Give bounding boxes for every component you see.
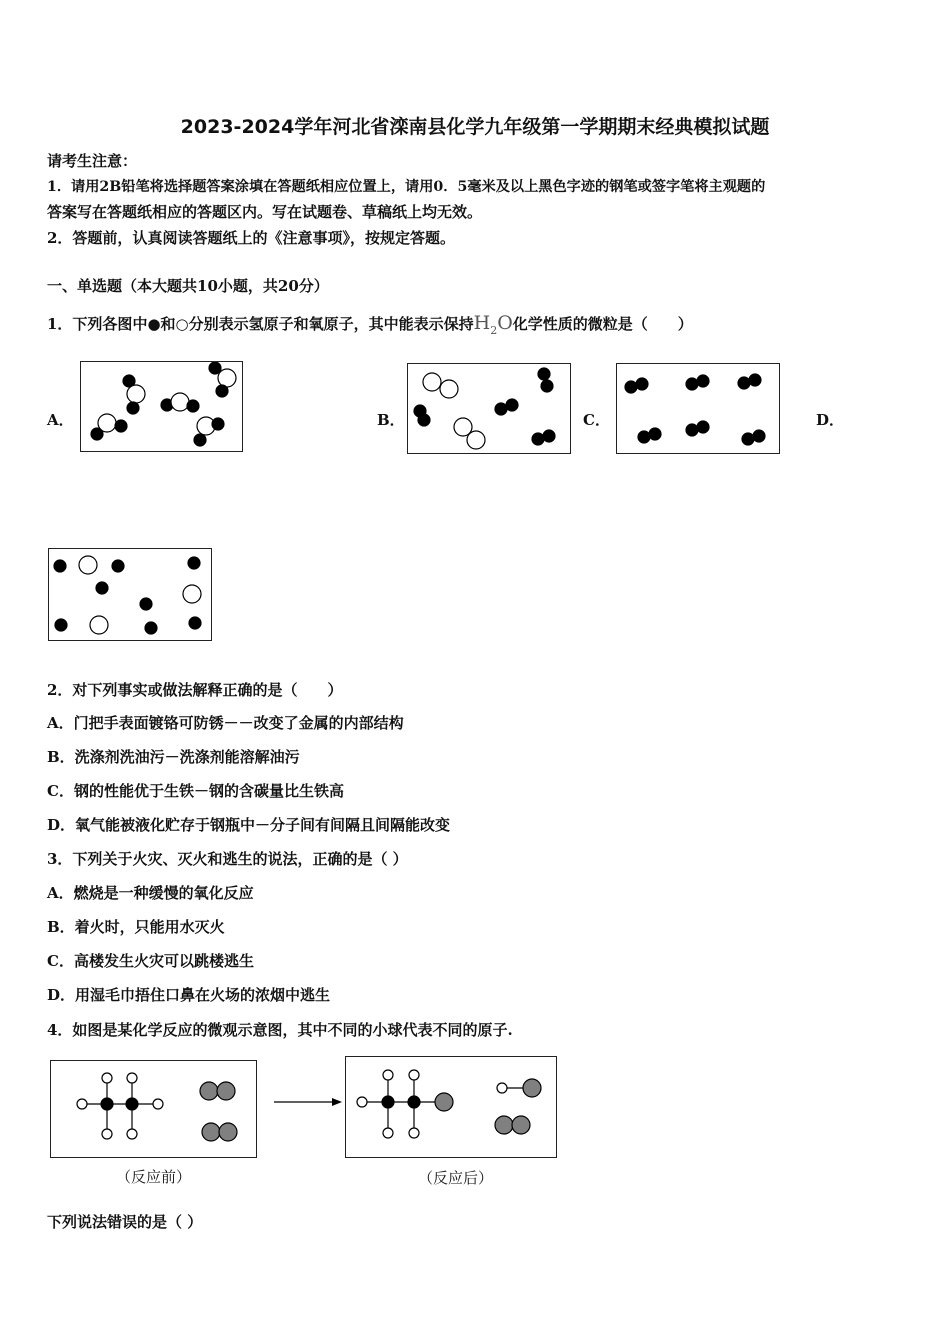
q3-option-a: A．燃烧是一种缓慢的氧化反应 [47, 884, 254, 902]
notice-line-2: 2．答题前，认真阅读答题纸上的《注意事项》，按规定答题。 [47, 229, 455, 247]
reaction-after-diagram [345, 1056, 557, 1158]
q1-option-b-diagram [407, 363, 571, 454]
reaction-before-label: （反应前） [116, 1168, 192, 1186]
q2-option-b: B．洗涤剂洗油污－洗涤剂能溶解油污 [47, 748, 300, 766]
q3-stem: 3．下列关于火灾、灭火和逃生的说法，正确的是（ ） [47, 850, 408, 868]
reaction-before-diagram [50, 1060, 257, 1158]
q4-question: 下列说法错误的是（ ） [47, 1213, 203, 1231]
q1-option-c-particles [617, 364, 781, 455]
notice-line-1: 1．请用2B铅笔将选择题答案涂填在答题纸相应位置上，请用0．5毫米及以上黑色字迹的钢笔或签字笔将主观题的 [47, 179, 766, 195]
q1-option-b-particles [408, 364, 572, 455]
q1-stem [47, 313, 693, 341]
page-title: 2023-2024学年河北省滦南县化学九年级第一学期期末经典模拟试题 [180, 116, 770, 138]
q1-option-b-label: B． [377, 411, 405, 429]
q1-stem-pre: 1．下列各图中●和○分别表示氢原子和氧原子，其中能表示保持 [47, 315, 474, 333]
reaction-before-molecules [51, 1061, 258, 1159]
q3-option-c: C．高楼发生火灾可以跳楼逃生 [47, 952, 254, 970]
q1-option-a-label: A． [47, 411, 74, 429]
q1-option-c-label: C． [583, 411, 610, 429]
notice-heading: 请考生注意： [47, 152, 138, 170]
q1-option-a-particles [81, 362, 244, 453]
h2o-formula: $H_2O$ [473, 312, 513, 337]
q3-option-d: D．用湿毛巾捂住口鼻在火场的浓烟中逃生 [47, 986, 331, 1004]
q1-option-d-diagram [48, 548, 212, 641]
q1-option-a-diagram [80, 361, 243, 452]
q2-option-a: A．门把手表面镀铬可防锈－－改变了金属的内部结构 [47, 714, 404, 732]
q1-option-d-label: D． [816, 411, 845, 429]
q3-option-b: B．着火时，只能用水灭火 [47, 918, 225, 936]
reaction-arrow [272, 1094, 344, 1110]
q2-stem: 2．对下列事实或做法解释正确的是（ ） [47, 681, 343, 699]
reaction-after-label: （反应后） [418, 1169, 494, 1187]
section-heading: 一、单选题（本大题共10小题，共20分） [47, 277, 329, 295]
q2-option-d: D．氧气能被液化贮存于钢瓶中－分子间有间隔且间隔能改变 [47, 816, 451, 834]
notice-line-1b: 答案写在答题纸相应的答题区内。写在试题卷、草稿纸上均无效。 [47, 203, 483, 221]
q1-option-c-diagram [616, 363, 780, 454]
q4-stem: 4．如图是某化学反应的微观示意图，其中不同的小球代表不同的原子. [47, 1021, 513, 1039]
q1-stem-post: 化学性质的微粒是（ ） [512, 315, 693, 333]
q1-option-d-particles [49, 549, 213, 642]
q2-option-c: C．钢的性能优于生铁－钢的含碳量比生铁高 [47, 782, 344, 800]
reaction-after-molecules [346, 1057, 558, 1159]
